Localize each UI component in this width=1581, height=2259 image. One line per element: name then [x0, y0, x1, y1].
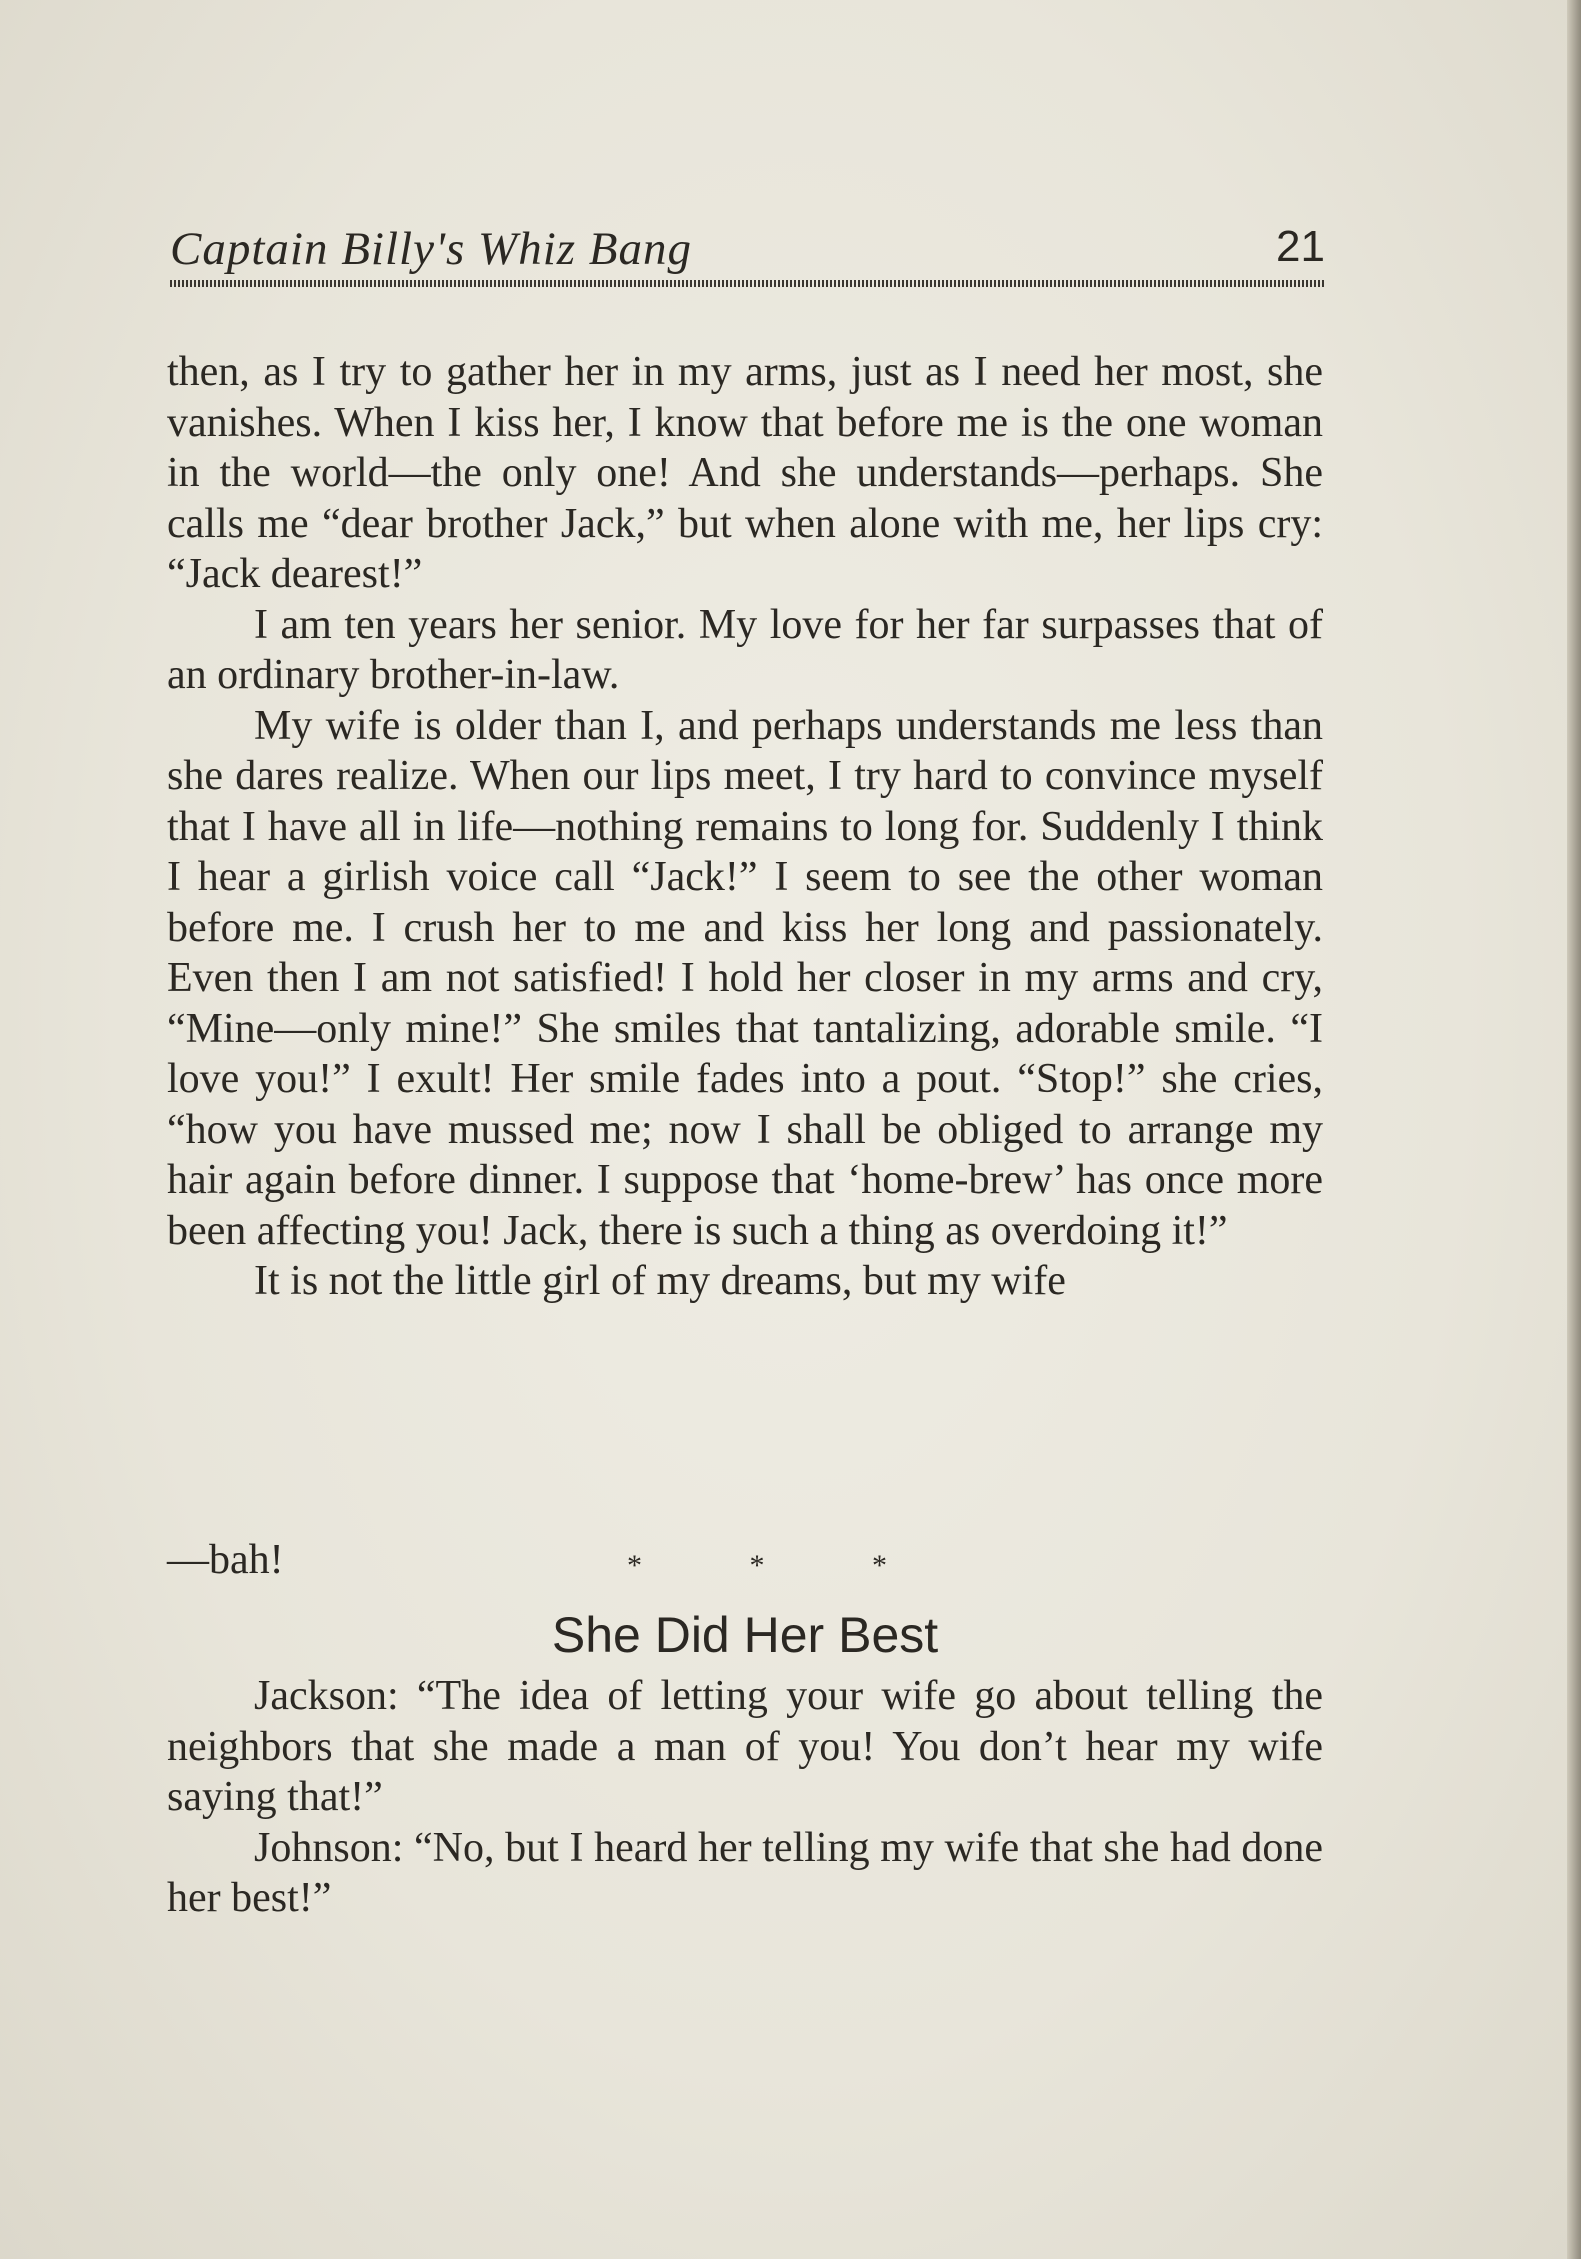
- header-rule: [170, 280, 1325, 287]
- story-paragraph: I am ten years her senior. My love for her far surpasses that of an ordinary brother-in-law.: [167, 601, 1323, 698]
- running-title: Captain Billy's Whiz Bang: [170, 223, 693, 275]
- page-number: 21: [1276, 222, 1325, 271]
- section-body: [167, 1671, 1323, 1924]
- section-separator: * * *: [627, 1549, 937, 1582]
- running-header: [170, 222, 1325, 278]
- story-tail: —bah!: [167, 1537, 284, 1583]
- dialogue-paragraph: Jackson: “The idea of letting your wife go about telling the neighbors that she made a man of you! You don’t hear my wife saying that!”: [167, 1673, 1323, 1820]
- section-title: She Did Her Best: [551, 1607, 939, 1663]
- dialogue-paragraph: Johnson: “No, but I heard her telling my wife that she had done her best!”: [167, 1824, 1323, 1921]
- story-paragraph: It is not the little girl of my dreams, but my wife: [254, 1258, 1066, 1304]
- story-body: [167, 347, 1323, 1307]
- story-paragraph: My wife is older than I, and perhaps understands me less than she dares realize. When our lips meet, I try hard to convince myself that I have all in life—nothing remains to long for. Suddenly I think I hear a girlish voice call “Jack!” I seem to see the other woman before me. I crush her to me and kiss her long and passionately. Even then I am not satisfied! I hold her closer in my arms and cry, “Mine—only mine!” She smiles that tantalizing, adorable smile. “I love you!” I exult! Her smile fades into a pout. “Stop!” she cries, “how you have mussed me; now I shall be obliged to arrange my hair again before dinner. I suppose that ‘home-brew’ has once more been affecting you! Jack, there is such a thing as overdoing it!”: [167, 702, 1323, 1254]
- story-ending-line: [167, 1535, 1323, 1585]
- page-edge-shadow: [1567, 0, 1581, 2259]
- story-paragraph: then, as I try to gather her in my arms, just as I need her most, she vanishes. When I kiss her, I know that before me is the one woman in the world—the only one! And she understands—perhaps. She calls me “dear brother Jack,” but when alone with me, her lips cry: “Jack dearest!”: [167, 349, 1323, 597]
